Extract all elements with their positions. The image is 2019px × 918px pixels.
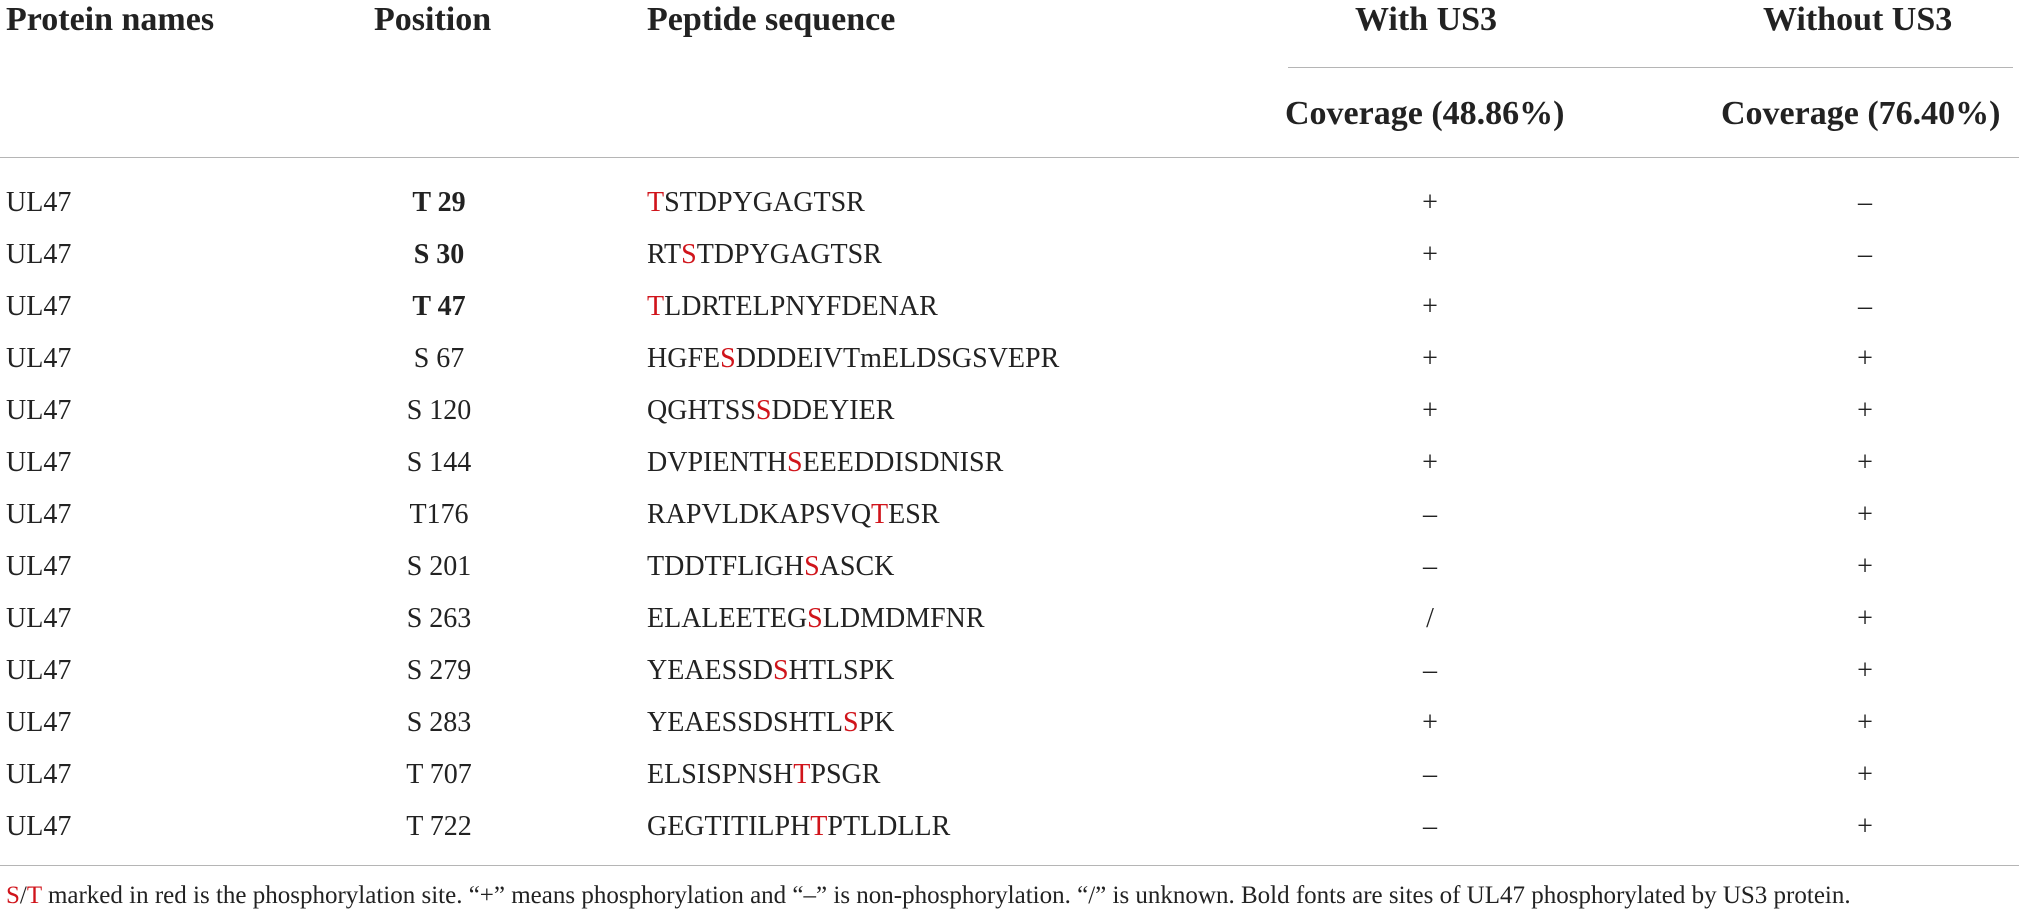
peptide-prefix: DVPIENTH [647,447,787,478]
with-us3-cell: – [1423,551,1437,582]
peptide-cell [647,185,865,221]
phospho-site: S [720,343,736,374]
header-protein-names: Protein names [6,1,215,38]
position-cell: S 120 [406,395,472,426]
phospho-site: T [810,811,828,842]
header-position: Position [374,1,492,38]
phospho-site: T [871,499,889,530]
peptide-cell [647,445,1003,481]
peptide-cell [647,393,894,429]
protein-name-cell: UL47 [6,603,72,634]
position-cell: S 263 [406,603,472,634]
peptide-cell [647,705,894,741]
protein-name-cell: UL47 [6,447,72,478]
peptide-cell [647,549,894,585]
peptide-cell [647,809,950,845]
without-us3-cell: – [1858,291,1872,322]
position-cell: T176 [409,499,469,530]
peptide-cell [647,341,1059,377]
position-cell: S 30 [413,239,465,270]
with-us3-cell: – [1423,811,1437,842]
peptide-prefix: YEAESSDSHTL [647,707,844,738]
phospho-site: S [787,447,803,478]
footnote-text: marked in red is the phosphorylation site. “+” means phosphorylation and “–” is non-phosphorylation. “/” is unknown. Bold fonts are sites of UL47 phosphorylated by US3 protein. [41,882,1851,909]
peptide-suffix: TDPYGAGTSR [696,239,882,270]
peptide-suffix: LDRTELPNYFDENAR [664,291,938,322]
position-cell: T 47 [412,291,466,322]
with-us3-cell: + [1422,343,1438,374]
peptide-prefix: HGFE [647,343,721,374]
with-us3-cell: + [1422,395,1438,426]
with-us3-cell: – [1423,499,1437,530]
header-without-coverage: Coverage (76.40%) [1721,95,2001,132]
protein-name-cell: UL47 [6,499,72,530]
phospho-site: S [807,603,823,634]
position-cell: T 29 [412,187,466,218]
protein-name-cell: UL47 [6,655,72,686]
peptide-suffix: STDPYGAGTSR [664,187,865,218]
with-us3-cell: + [1422,291,1438,322]
peptide-prefix: RT [647,239,682,270]
without-us3-cell: + [1857,811,1873,842]
peptide-prefix: ELALEETEG [647,603,808,634]
peptide-suffix: ESR [888,499,940,530]
table-footnote [6,880,1851,912]
peptide-suffix: PSGR [810,759,881,790]
footnote-slash: / [19,882,27,909]
footnote-t: T [26,882,42,909]
peptide-suffix: PK [858,707,895,738]
phospho-site: S [755,395,772,426]
peptide-prefix: GEGTITILPH [647,811,811,842]
peptide-cell [647,289,938,325]
position-cell: S 201 [406,551,472,582]
footnote-s: S [6,882,20,909]
protein-name-cell: UL47 [6,395,72,426]
phospho-site: S [681,239,697,270]
protein-name-cell: UL47 [6,811,72,842]
header-with-us3: With US3 [1355,1,1498,38]
header-with-coverage: Coverage (48.86%) [1285,95,1565,132]
position-cell: S 283 [406,707,472,738]
peptide-suffix: LDMDMFNR [822,603,985,634]
with-us3-cell: + [1422,707,1438,738]
with-us3-cell: – [1423,759,1437,790]
without-us3-cell: + [1857,759,1873,790]
without-us3-cell: + [1857,447,1873,478]
header-peptide-sequence: Peptide sequence [647,1,896,38]
peptide-prefix: QGHTSS [647,395,756,426]
without-us3-cell: – [1858,239,1872,270]
position-cell: T 722 [406,811,472,842]
without-us3-cell: + [1857,395,1873,426]
peptide-prefix: TDDTFLIGH [647,551,805,582]
header-without-us3: Without US3 [1763,1,1953,38]
phospho-site: T [647,187,665,218]
protein-name-cell: UL47 [6,239,72,270]
peptide-suffix: PTLDLLR [827,811,951,842]
peptide-prefix: RAPVLDKAPSVQ [647,499,872,530]
with-us3-cell: + [1422,239,1438,270]
position-cell: S 279 [406,655,472,686]
protein-name-cell: UL47 [6,707,72,738]
without-us3-cell: + [1857,603,1873,634]
without-us3-cell: + [1857,551,1873,582]
without-us3-cell: + [1857,499,1873,530]
without-us3-cell: + [1857,707,1873,738]
with-us3-cell: – [1423,655,1437,686]
with-us3-cell: / [1426,603,1434,634]
peptide-suffix: HTLSPK [788,655,895,686]
peptide-suffix: DDEYIER [771,395,895,426]
phospho-site: S [773,655,789,686]
peptide-suffix: ASCK [819,551,895,582]
without-us3-cell: + [1857,343,1873,374]
table-bottom-rule [0,865,2019,866]
peptide-prefix: ELSISPNSH [647,759,794,790]
with-us3-cell: + [1422,447,1438,478]
position-cell: S 144 [406,447,472,478]
position-cell: S 67 [413,343,465,374]
peptide-prefix: YEAESSD [647,655,774,686]
protein-name-cell: UL47 [6,343,72,374]
without-us3-cell: + [1857,655,1873,686]
peptide-cell [647,237,882,273]
phospho-site: S [804,551,820,582]
protein-name-cell: UL47 [6,291,72,322]
phospho-site: T [793,759,811,790]
position-cell: T 707 [406,759,472,790]
protein-name-cell: UL47 [6,187,72,218]
peptide-cell [647,757,880,793]
phospho-site: T [647,291,665,322]
peptide-suffix: DDDEIVTmELDSGSVEPR [735,343,1060,374]
peptide-cell [647,601,985,637]
without-us3-cell: – [1858,187,1872,218]
peptide-cell [647,497,940,533]
protein-name-cell: UL47 [6,759,72,790]
with-us3-cell: + [1422,187,1438,218]
phospho-site: S [843,707,859,738]
peptide-cell [647,653,894,689]
protein-name-cell: UL47 [6,551,72,582]
peptide-suffix: EEEDDISDNISR [802,447,1004,478]
